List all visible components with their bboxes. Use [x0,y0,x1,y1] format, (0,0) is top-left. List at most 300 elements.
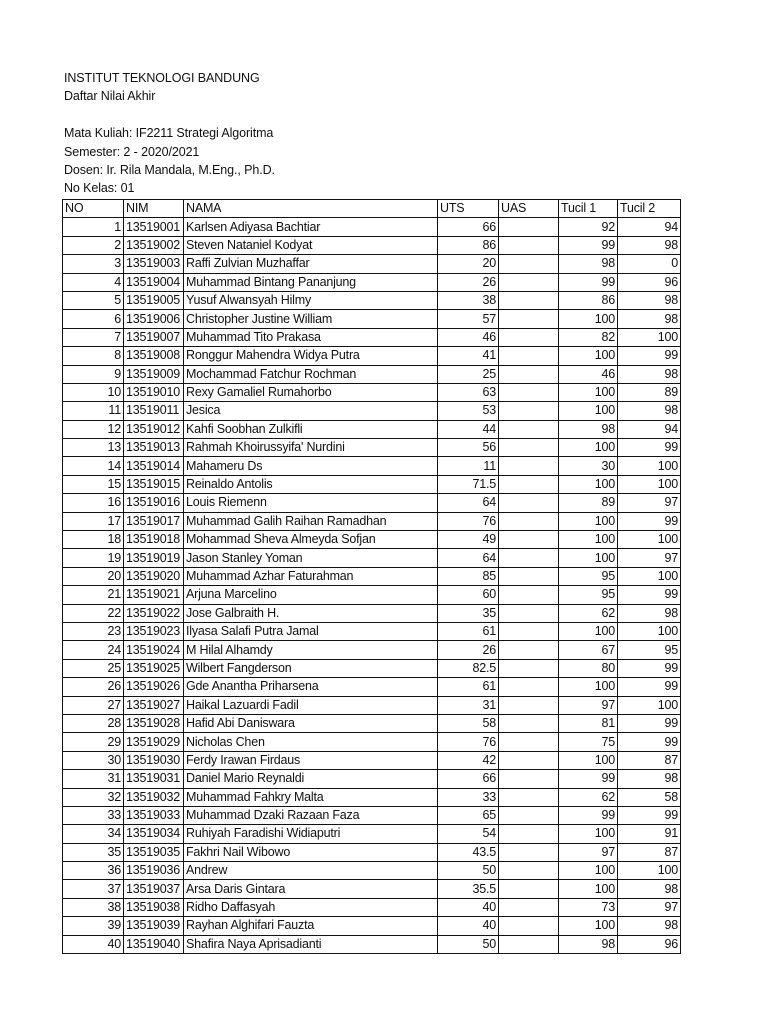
table-row [63,494,681,512]
cell-tucil-1: 100 [559,825,618,843]
cell-uts: 57 [438,310,499,328]
cell-nama: Kahfi Soobhan Zulkifli [184,420,438,438]
lecturer-info: Dosen: Ir. Rila Mandala, M.Eng., Ph.D. [64,162,275,177]
table-row [63,567,681,585]
cell-uas [499,733,559,751]
table-row [63,770,681,788]
cell-tucil-2: 98 [618,770,681,788]
table-row [63,347,681,365]
cell-uts: 61 [438,622,499,640]
cell-uts: 20 [438,255,499,273]
table-row [63,512,681,530]
course-info: Mata Kuliah: IF2211 Strategi Algoritma [64,126,274,141]
cell-tucil-1: 100 [559,310,618,328]
cell-tucil-1: 80 [559,659,618,677]
cell-nama: Rayhan Alghifari Fauzta [184,917,438,935]
cell-tucil-2: 99 [618,439,681,457]
cell-tucil-2: 87 [618,843,681,861]
cell-tucil-1: 62 [559,604,618,622]
cell-uas [499,862,559,880]
cell-nama: Daniel Mario Reynaldi [184,770,438,788]
cell-uts: 50 [438,862,499,880]
table-row [63,328,681,346]
cell-tucil-2: 98 [618,365,681,383]
cell-uts: 64 [438,494,499,512]
table-row [63,659,681,677]
cell-nama: Fakhri Nail Wibowo [184,843,438,861]
table-row [63,788,681,806]
cell-nama: Ridho Daffasyah [184,898,438,916]
cell-no: 21 [63,586,124,604]
cell-nama: Mohammad Sheva Almeyda Sofjan [184,531,438,549]
cell-tucil-2: 100 [618,475,681,493]
cell-uas [499,770,559,788]
cell-nim: 13519029 [124,733,184,751]
cell-nim: 13519030 [124,751,184,769]
cell-tucil-2: 99 [618,733,681,751]
cell-uas [499,788,559,806]
cell-uas [499,402,559,420]
table-row [63,696,681,714]
cell-uts: 53 [438,402,499,420]
cell-uts: 38 [438,291,499,309]
cell-nim: 13519023 [124,622,184,640]
cell-tucil-1: 99 [559,806,618,824]
cell-uts: 64 [438,549,499,567]
cell-tucil-1: 100 [559,751,618,769]
cell-nim: 13519013 [124,439,184,457]
cell-uts: 35 [438,604,499,622]
cell-nim: 13519004 [124,273,184,291]
column-header-no: NO [63,200,124,218]
cell-uas [499,696,559,714]
cell-uts: 86 [438,236,499,254]
cell-no: 37 [63,880,124,898]
cell-nim: 13519038 [124,898,184,916]
cell-tucil-2: 100 [618,622,681,640]
cell-uts: 54 [438,825,499,843]
cell-tucil-1: 30 [559,457,618,475]
cell-nama: Muhammad Fahkry Malta [184,788,438,806]
cell-tucil-2: 94 [618,218,681,236]
table-header-row [63,200,681,218]
document-header [64,69,275,198]
cell-nama: Ilyasa Salafi Putra Jamal [184,622,438,640]
cell-nama: Raffi Zulvian Muzhaffar [184,255,438,273]
cell-tucil-2: 100 [618,328,681,346]
cell-nim: 13519018 [124,531,184,549]
cell-nim: 13519005 [124,291,184,309]
cell-no: 30 [63,751,124,769]
cell-nama: Wilbert Fangderson [184,659,438,677]
cell-uas [499,898,559,916]
cell-no: 27 [63,696,124,714]
cell-tucil-1: 95 [559,567,618,585]
cell-no: 13 [63,439,124,457]
cell-no: 22 [63,604,124,622]
cell-no: 16 [63,494,124,512]
table-row [63,402,681,420]
cell-uas [499,880,559,898]
cell-uts: 40 [438,917,499,935]
cell-tucil-1: 99 [559,236,618,254]
cell-nama: Shafira Naya Aprisadianti [184,935,438,953]
cell-uas [499,347,559,365]
cell-uas [499,236,559,254]
table-row [63,457,681,475]
cell-nim: 13519036 [124,862,184,880]
table-row [63,218,681,236]
cell-uas [499,843,559,861]
cell-tucil-2: 100 [618,457,681,475]
cell-uas [499,604,559,622]
cell-nim: 13519001 [124,218,184,236]
cell-tucil-1: 46 [559,365,618,383]
cell-uas [499,567,559,585]
cell-no: 40 [63,935,124,953]
cell-tucil-2: 98 [618,310,681,328]
cell-uas [499,439,559,457]
cell-no: 14 [63,457,124,475]
cell-nim: 13519031 [124,770,184,788]
cell-no: 3 [63,255,124,273]
cell-nim: 13519015 [124,475,184,493]
cell-tucil-2: 98 [618,917,681,935]
cell-uts: 26 [438,641,499,659]
cell-no: 12 [63,420,124,438]
cell-uas [499,641,559,659]
cell-uas [499,917,559,935]
cell-tucil-2: 0 [618,255,681,273]
cell-uas [499,328,559,346]
cell-nama: Haikal Lazuardi Fadil [184,696,438,714]
cell-tucil-1: 98 [559,255,618,273]
grades-table [62,199,681,954]
cell-nama: Karlsen Adiyasa Bachtiar [184,218,438,236]
table-row [63,898,681,916]
cell-no: 11 [63,402,124,420]
cell-uts: 31 [438,696,499,714]
cell-tucil-1: 62 [559,788,618,806]
table-row [63,236,681,254]
cell-uts: 35.5 [438,880,499,898]
cell-tucil-2: 97 [618,549,681,567]
cell-no: 8 [63,347,124,365]
cell-uts: 71.5 [438,475,499,493]
cell-tucil-1: 100 [559,880,618,898]
cell-uas [499,475,559,493]
cell-tucil-2: 98 [618,880,681,898]
column-header-uts: UTS [438,200,499,218]
table-row [63,751,681,769]
cell-nim: 13519039 [124,917,184,935]
cell-uas [499,825,559,843]
cell-tucil-2: 98 [618,604,681,622]
cell-tucil-1: 97 [559,696,618,714]
cell-nim: 13519016 [124,494,184,512]
cell-tucil-1: 100 [559,402,618,420]
cell-tucil-1: 100 [559,917,618,935]
cell-uts: 85 [438,567,499,585]
cell-uas [499,806,559,824]
table-row [63,843,681,861]
table-row [63,862,681,880]
cell-nim: 13519002 [124,236,184,254]
cell-nama: Gde Anantha Priharsena [184,678,438,696]
cell-nama: Christopher Justine William [184,310,438,328]
cell-no: 35 [63,843,124,861]
table-row [63,825,681,843]
cell-nama: Jason Stanley Yoman [184,549,438,567]
cell-tucil-2: 99 [618,806,681,824]
table-row [63,917,681,935]
cell-nim: 13519012 [124,420,184,438]
cell-nama: Hafid Abi Daniswara [184,714,438,732]
cell-nim: 13519035 [124,843,184,861]
table-row [63,806,681,824]
cell-tucil-1: 100 [559,383,618,401]
table-row [63,291,681,309]
cell-tucil-2: 100 [618,862,681,880]
cell-tucil-2: 58 [618,788,681,806]
table-body [63,218,681,954]
table-row [63,678,681,696]
cell-tucil-2: 87 [618,751,681,769]
cell-uas [499,255,559,273]
table-row [63,935,681,953]
institution-name: INSTITUT TEKNOLOGI BANDUNG [64,71,260,85]
cell-tucil-2: 98 [618,291,681,309]
cell-tucil-2: 96 [618,273,681,291]
cell-uts: 43.5 [438,843,499,861]
cell-nama: Mahameru Ds [184,457,438,475]
cell-no: 33 [63,806,124,824]
table-row [63,604,681,622]
cell-uts: 40 [438,898,499,916]
cell-no: 4 [63,273,124,291]
cell-tucil-2: 96 [618,935,681,953]
cell-uts: 25 [438,365,499,383]
cell-nim: 13519022 [124,604,184,622]
cell-nim: 13519024 [124,641,184,659]
cell-no: 25 [63,659,124,677]
cell-uts: 26 [438,273,499,291]
cell-tucil-1: 99 [559,770,618,788]
cell-nim: 13519037 [124,880,184,898]
cell-tucil-1: 97 [559,843,618,861]
cell-nama: Steven Nataniel Kodyat [184,236,438,254]
cell-uts: 63 [438,383,499,401]
cell-tucil-1: 81 [559,714,618,732]
cell-tucil-2: 97 [618,898,681,916]
cell-nim: 13519027 [124,696,184,714]
cell-tucil-1: 100 [559,439,618,457]
cell-uts: 46 [438,328,499,346]
column-header-tucil-2: Tucil 2 [618,200,681,218]
document-title: Daftar Nilai Akhir [64,89,156,104]
cell-nama: Muhammad Tito Prakasa [184,328,438,346]
cell-nim: 13519019 [124,549,184,567]
cell-tucil-1: 100 [559,475,618,493]
cell-nim: 13519040 [124,935,184,953]
cell-nama: Rexy Gamaliel Rumahorbo [184,383,438,401]
cell-uas [499,218,559,236]
table-row [63,439,681,457]
cell-no: 31 [63,770,124,788]
cell-tucil-1: 98 [559,420,618,438]
cell-uas [499,383,559,401]
cell-no: 17 [63,512,124,530]
cell-tucil-2: 99 [618,659,681,677]
column-header-tucil-1: Tucil 1 [559,200,618,218]
cell-nama: Ruhiyah Faradishi Widiaputri [184,825,438,843]
cell-tucil-2: 89 [618,383,681,401]
cell-nim: 13519006 [124,310,184,328]
cell-nama: M Hilal Alhamdy [184,641,438,659]
cell-uas [499,420,559,438]
table-row [63,365,681,383]
cell-uts: 41 [438,347,499,365]
cell-nim: 13519010 [124,383,184,401]
cell-no: 18 [63,531,124,549]
cell-no: 6 [63,310,124,328]
cell-uas [499,531,559,549]
cell-uts: 44 [438,420,499,438]
cell-no: 7 [63,328,124,346]
cell-nama: Arsa Daris Gintara [184,880,438,898]
cell-uts: 66 [438,770,499,788]
cell-tucil-2: 98 [618,236,681,254]
cell-uas [499,291,559,309]
cell-uas [499,273,559,291]
cell-uts: 58 [438,714,499,732]
cell-no: 24 [63,641,124,659]
cell-no: 10 [63,383,124,401]
cell-tucil-1: 82 [559,328,618,346]
cell-tucil-2: 99 [618,714,681,732]
cell-uas [499,751,559,769]
cell-tucil-1: 100 [559,862,618,880]
cell-tucil-1: 99 [559,273,618,291]
cell-uas [499,935,559,953]
cell-tucil-1: 100 [559,622,618,640]
class-number: No Kelas: 01 [64,181,135,196]
cell-tucil-2: 100 [618,567,681,585]
cell-no: 5 [63,291,124,309]
cell-no: 32 [63,788,124,806]
table-row [63,475,681,493]
header-spacer [64,106,275,124]
cell-tucil-2: 99 [618,586,681,604]
column-header-nim: NIM [124,200,184,218]
cell-tucil-2: 91 [618,825,681,843]
cell-tucil-2: 99 [618,512,681,530]
table-row [63,531,681,549]
cell-nama: Muhammad Bintang Pananjung [184,273,438,291]
table-row [63,714,681,732]
cell-tucil-2: 94 [618,420,681,438]
cell-tucil-1: 100 [559,512,618,530]
cell-nim: 13519032 [124,788,184,806]
cell-nim: 13519026 [124,678,184,696]
cell-uts: 76 [438,733,499,751]
cell-tucil-2: 95 [618,641,681,659]
cell-tucil-2: 99 [618,678,681,696]
cell-nim: 13519011 [124,402,184,420]
cell-tucil-2: 100 [618,696,681,714]
cell-no: 19 [63,549,124,567]
cell-uas [499,678,559,696]
column-header-nama: NAMA [184,200,438,218]
cell-nim: 13519009 [124,365,184,383]
cell-uts: 65 [438,806,499,824]
cell-no: 23 [63,622,124,640]
cell-tucil-2: 98 [618,402,681,420]
cell-nim: 13519008 [124,347,184,365]
cell-uts: 66 [438,218,499,236]
cell-nama: Mochammad Fatchur Rochman [184,365,438,383]
cell-uts: 56 [438,439,499,457]
cell-no: 34 [63,825,124,843]
table-row [63,273,681,291]
cell-nim: 13519014 [124,457,184,475]
table-row [63,549,681,567]
cell-uts: 60 [438,586,499,604]
cell-no: 38 [63,898,124,916]
cell-nama: Ferdy Irawan Firdaus [184,751,438,769]
cell-no: 1 [63,218,124,236]
cell-nim: 13519007 [124,328,184,346]
cell-nama: Nicholas Chen [184,733,438,751]
cell-uas [499,586,559,604]
cell-tucil-1: 100 [559,531,618,549]
cell-nama: Rahmah Khoirussyifa' Nurdini [184,439,438,457]
table-row [63,586,681,604]
cell-nama: Yusuf Alwansyah Hilmy [184,291,438,309]
cell-nama: Jose Galbraith H. [184,604,438,622]
cell-no: 20 [63,567,124,585]
cell-no: 36 [63,862,124,880]
cell-nama: Andrew [184,862,438,880]
cell-tucil-2: 100 [618,531,681,549]
table-row [63,310,681,328]
cell-tucil-1: 89 [559,494,618,512]
cell-nama: Jesica [184,402,438,420]
cell-uas [499,659,559,677]
cell-nama: Muhammad Dzaki Razaan Faza [184,806,438,824]
cell-uts: 82.5 [438,659,499,677]
table-row [63,641,681,659]
table-row [63,880,681,898]
cell-uts: 76 [438,512,499,530]
cell-no: 39 [63,917,124,935]
cell-nama: Louis Riemenn [184,494,438,512]
cell-nim: 13519025 [124,659,184,677]
cell-uas [499,512,559,530]
cell-nim: 13519020 [124,567,184,585]
cell-tucil-1: 86 [559,291,618,309]
cell-nama: Arjuna Marcelino [184,586,438,604]
cell-uas [499,457,559,475]
cell-uas [499,549,559,567]
cell-tucil-1: 95 [559,586,618,604]
cell-nim: 13519017 [124,512,184,530]
cell-tucil-1: 100 [559,549,618,567]
table-row [63,255,681,273]
cell-uts: 42 [438,751,499,769]
cell-tucil-1: 98 [559,935,618,953]
cell-tucil-1: 100 [559,678,618,696]
